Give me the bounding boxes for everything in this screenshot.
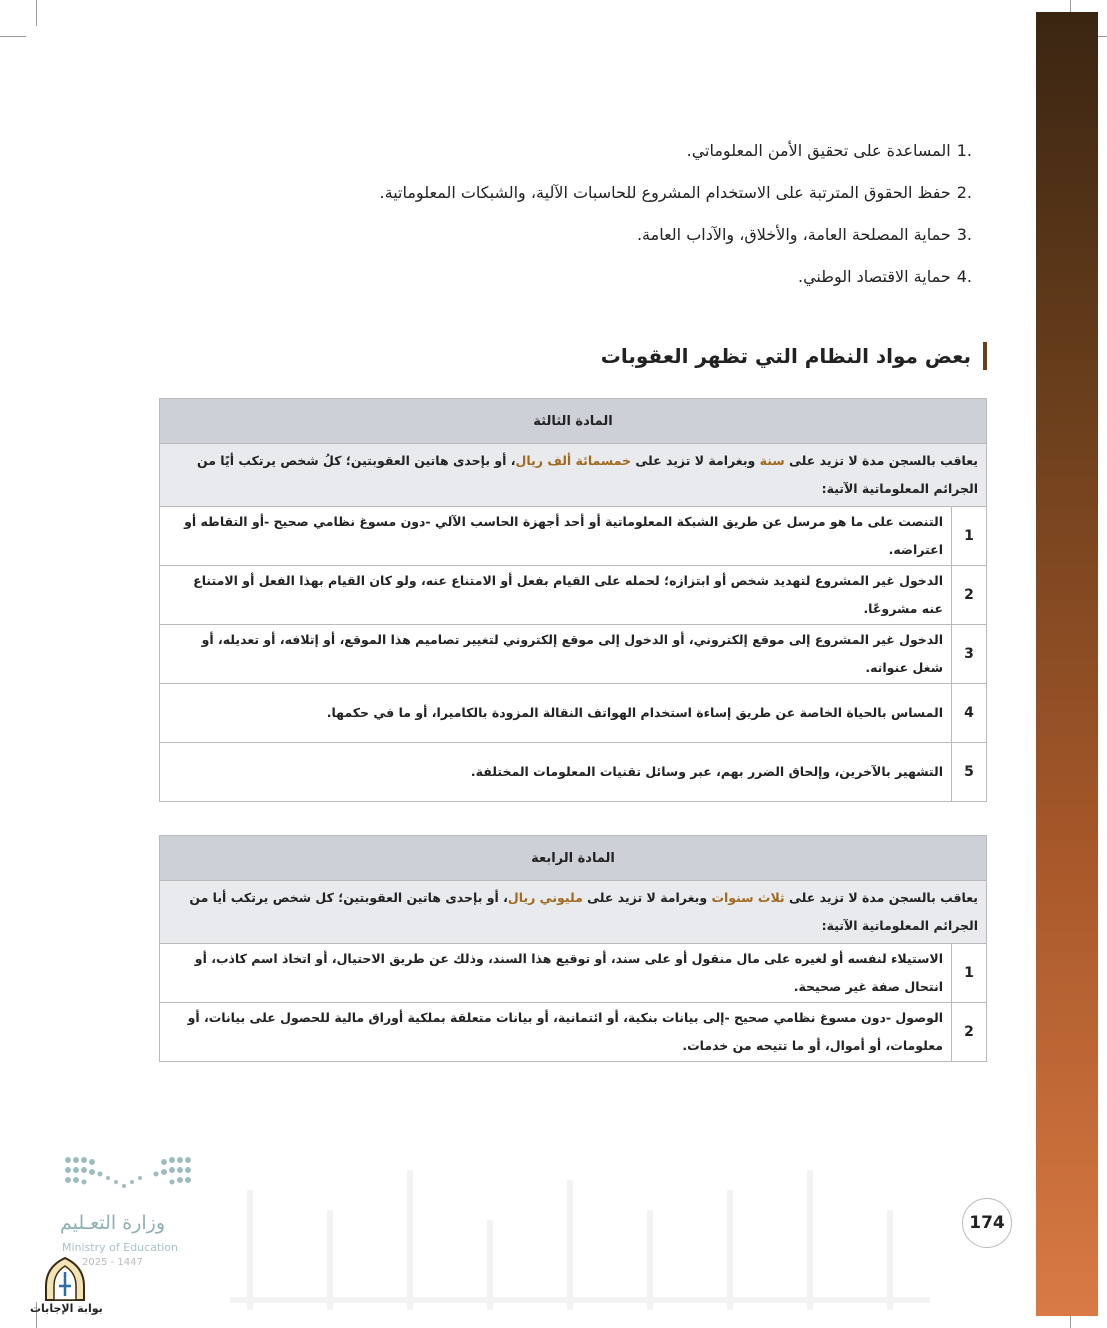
table-intro: يعاقب بالسجن مدة لا تزيد على سنة وبغرامة لا تزيد على خمسمائة ألف ريال، أو بإحدى هاتين العقوبتين؛ كلُ شخص يرتكب أيًا من الجرائم المعلوماتية الآتية: <box>160 444 987 507</box>
page-number: 174 <box>962 1198 1012 1248</box>
ministry-name-english: Ministry of Education <box>62 1241 179 1254</box>
watermark-logo-icon <box>32 1256 98 1302</box>
section-title: بعض مواد النظام التي تظهر العقوبات <box>601 342 987 370</box>
ministry-logo-icon <box>60 1150 200 1200</box>
table-row: 5 التشهير بالآخرين، وإلحاق الضرر بهم، عبر وسائل تقنيات المعلومات المختلفة. <box>160 743 987 802</box>
table-row: 4 المساس بالحياة الخاصة عن طريق إساءة استخدام الهواتف النقالة المزودة بالكاميرا، أو ما في حكمها. <box>160 684 987 743</box>
table-title: المادة الرابعة <box>160 836 987 881</box>
crop-mark <box>0 36 26 37</box>
list-item: .3حماية المصلحة العامة، والأخلاق، والآداب العامة. <box>636 225 972 244</box>
table-title: المادة الثالثة <box>160 399 987 444</box>
objectives-list <box>272 130 972 298</box>
table-row: 3 الدخول غير المشروع إلى موقع إلكتروني، أو الدخول إلى موقع إلكتروني لتغيير تصاميم هذا الموقع، أو إتلافه، أو تعديله، أو شغل عنوانه. <box>160 625 987 684</box>
table-intro: يعاقب بالسجن مدة لا تزيد على ثلاث سنوات وبغرامة لا تزيد على مليوني ريال، أو بإحدى هاتين العقوبتين؛ كل شخص يرتكب أيا من الجرائم المعلوماتية الآتية: <box>160 881 987 944</box>
background-calligraphy-decoration <box>210 1150 950 1320</box>
crop-mark <box>36 0 37 26</box>
list-item: .4حماية الاقتصاد الوطني. <box>798 267 972 286</box>
list-item: .1المساعدة على تحقيق الأمن المعلوماتي. <box>686 141 972 160</box>
list-item: .2حفظ الحقوق المترتبة على الاستخدام المشروع للحاسبات الآلية، والشبكات المعلوماتية. <box>379 183 972 202</box>
watermark-text: بوابة الإجابات <box>30 1302 103 1315</box>
ministry-name-arabic: وزارة التعـليم <box>60 1212 166 1234</box>
table-row: 2 الدخول غير المشروع لتهديد شخص أو ابتزازه؛ لحمله على القيام بفعل أو الامتناع عنه، ولو كان القيام بهذا الفعل أو الامتناع عنه مشروعًا. <box>160 566 987 625</box>
article-3-table <box>159 398 987 802</box>
table-row: 1 الاستيلاء لنفسه أو لغيره على مال منقول أو على سند، أو توقيع هذا السند، وذلك عن طريق الاحتيال، أو اتخاذ اسم كاذب، أو انتحال صفة غير صحيحة. <box>160 944 987 1003</box>
side-decoration-bar <box>1036 12 1098 1316</box>
article-4-table <box>159 835 987 1062</box>
table-row: 2 الوصول -دون مسوغ نظامي صحيح -إلى بيانات بنكية، أو ائتمانية، أو بيانات متعلقة بملكية أوراق مالية للحصول على بيانات، أو معلومات، أو أموال، أو ما تتيحه من خدمات. <box>160 1003 987 1062</box>
table-row: 1 التنصت على ما هو مرسل عن طريق الشبكة المعلوماتية أو أحد أجهزة الحاسب الآلي -دون مسوغ نظامي صحيح -أو التقاطه أو اعتراضه. <box>160 507 987 566</box>
edition-year: 2025 - 1447 <box>82 1257 143 1268</box>
